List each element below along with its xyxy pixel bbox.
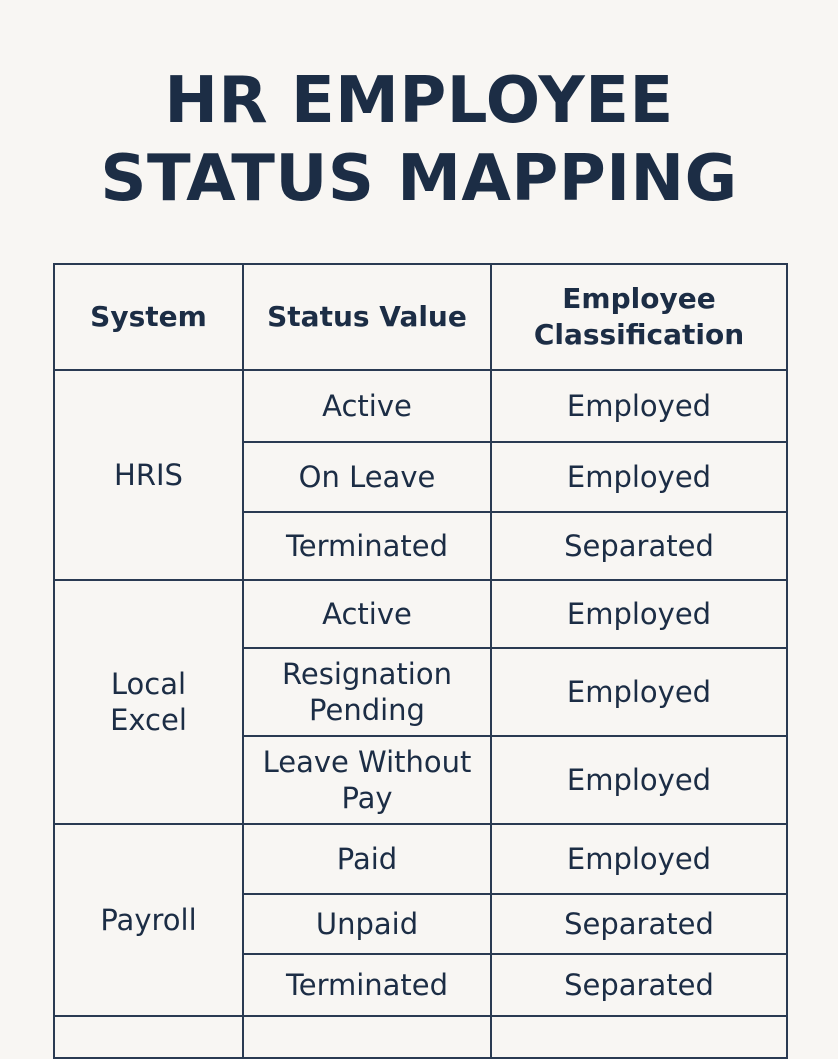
column-header-employee-classification [491, 264, 787, 370]
classification-cell: Employed [491, 736, 787, 824]
empty-cell [54, 1016, 243, 1058]
classification-cell: Employed [491, 824, 787, 894]
table-row [54, 580, 787, 648]
table-row [54, 824, 787, 894]
classification-cell: Separated [491, 894, 787, 954]
status-value-cell: Terminated [243, 954, 491, 1016]
status-value-cell: Paid [243, 824, 491, 894]
status-value-line-1: Resignation [282, 657, 452, 691]
system-cell-local-excel-line-1: Local [110, 667, 187, 701]
status-value-cell [243, 648, 491, 736]
classification-cell: Employed [491, 442, 787, 512]
status-value-cell: On Leave [243, 442, 491, 512]
column-header-status-value: Status Value [243, 264, 491, 370]
system-cell-local-excel-line-2: Excel [110, 703, 187, 737]
status-value-line-2: Pay [341, 781, 393, 815]
status-value-line-2: Pending [309, 693, 425, 727]
classification-cell: Employed [491, 370, 787, 442]
empty-cell [491, 1016, 787, 1058]
status-mapping-table [53, 263, 788, 1059]
column-header-system: System [54, 264, 243, 370]
classification-cell: Employed [491, 648, 787, 736]
page-title-line-2: STATUS MAPPING [100, 142, 738, 216]
status-value-cell: Unpaid [243, 894, 491, 954]
table-header-row [54, 264, 787, 370]
system-cell-hris: HRIS [54, 370, 243, 580]
empty-cell [243, 1016, 491, 1058]
table-row-cut-off [54, 1016, 787, 1058]
status-value-line-1: Leave Without [262, 745, 472, 779]
column-header-classification-line-2: Classification [533, 318, 745, 351]
system-cell-local-excel [54, 580, 243, 824]
status-value-cell: Terminated [243, 512, 491, 580]
classification-cell: Separated [491, 512, 787, 580]
classification-cell: Separated [491, 954, 787, 1016]
column-header-classification-line-1: Employee [562, 282, 716, 315]
page-title [0, 62, 838, 218]
table-row [54, 370, 787, 442]
system-cell-payroll: Payroll [54, 824, 243, 1016]
status-value-cell: Active [243, 370, 491, 442]
classification-cell: Employed [491, 580, 787, 648]
page-title-line-1: HR EMPLOYEE [164, 64, 674, 138]
status-value-cell: Active [243, 580, 491, 648]
status-value-cell [243, 736, 491, 824]
